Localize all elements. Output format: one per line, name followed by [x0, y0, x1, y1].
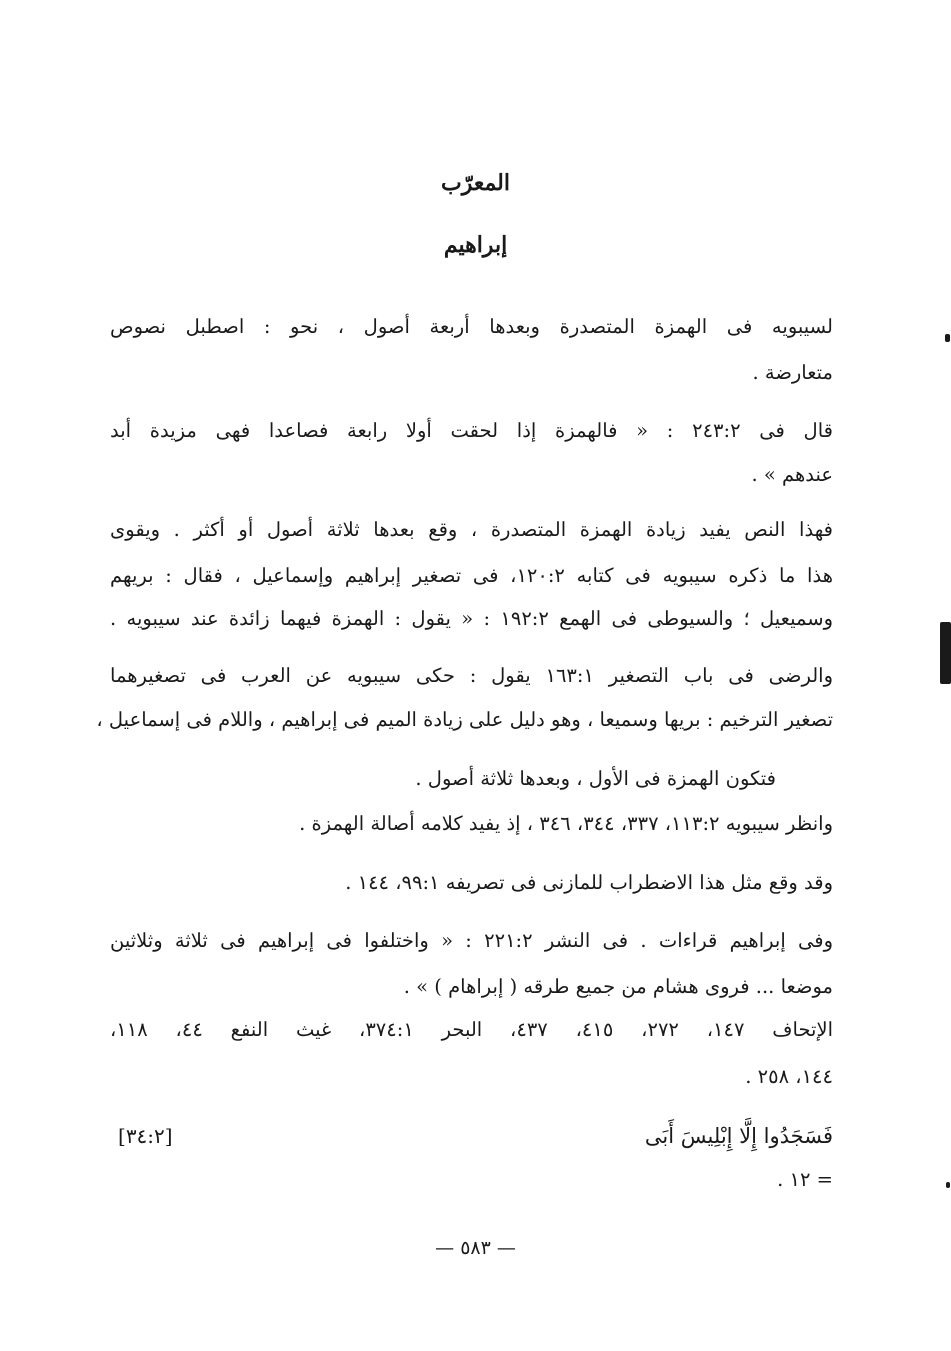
scan-edge-mark — [940, 622, 951, 684]
scan-dot-mark — [946, 1182, 950, 1188]
page-number: — ٥٨٣ — — [435, 1237, 516, 1259]
verse-reference: [٣٤:٢] — [118, 1124, 173, 1148]
paragraph-8-line-2: ١٤٤، ٢٥٨ . — [745, 1065, 833, 1088]
paragraph-5-line-1: وانظر سيبويه ١١٣:٢، ٣٣٧، ٣٤٤، ٣٤٦ ، إذ يفيد كلامه أصالة الهمزة . — [299, 812, 833, 835]
paragraph-4-line-3: فتكون الهمزة فى الأول ، وبعدها ثلاثة أصول . — [415, 767, 776, 790]
paragraph-1-line-1: لسيبويه فى الهمزة المتصدرة وبعدها أربعة أصول ، نحو : اصطبل نصوص — [110, 315, 833, 338]
paragraph-6-line-1: وقد وقع مثل هذا الاضطراب للمازنى فى تصريفه ٩٩:١، ١٤٤ . — [345, 871, 833, 894]
scan-dot-mark — [945, 334, 950, 342]
paragraph-3-line-3: وسميعيل ؛ والسيوطى فى الهمع ١٩٢:٢ : « يقول : الهمزة فيهما زائدة عند سيبويه . — [110, 607, 834, 630]
paragraph-3-line-2: هذا ما ذكره سيبويه فى كتابه ١٢٠:٢، فى تصغير إبراهيم وإسماعيل ، فقال : بريهم — [110, 564, 833, 587]
paragraph-7-line-1: وفى إبراهيم قراءات . فى النشر ٢٢١:٢ : « واختلفوا فى إبراهيم فى ثلاثة وثلاثين — [110, 929, 833, 952]
quran-verse: فَسَجَدُوا إِلَّا إِبْلِيسَ أَبَى — [644, 1124, 833, 1148]
paragraph-4-line-2: تصغير الترخيم : بريها وسميعا ، وهو دليل على زيادة الميم فى إبراهيم ، واللام فى إسماعيل ، — [96, 708, 833, 731]
paragraph-3-line-1: فهذا النص يفيد زيادة الهمزة المتصدرة ، وقع بعدها ثلاثة أصول أو أكثر . ويقوى — [110, 518, 833, 541]
paragraph-2-line-2: عندهم » . — [751, 463, 833, 486]
paragraph-7-line-2: موضعا ... فروى هشام من جميع طرقه ( إبراهام ) » . — [403, 975, 833, 998]
entry-title: إبراهيم — [443, 232, 508, 258]
paragraph-1-line-2: متعارضة . — [752, 361, 833, 384]
section-title: المعرّب — [441, 170, 510, 196]
verse-continuation: = ١٢ . — [777, 1168, 833, 1191]
paragraph-2-line-1: قال فى ٢٤٣:٢ : « فالهمزة إذا لحقت أولا رابعة فصاعدا فهى مزيدة أبد — [110, 419, 833, 442]
paragraph-4-line-1: والرضى فى باب التصغير ١٦٣:١ يقول : حكى سيبويه عن العرب فى تصغيرهما — [110, 664, 833, 687]
paragraph-8-line-1: الإتحاف ١٤٧، ٢٧٢، ٤١٥، ٤٣٧، البحر ٣٧٤:١، غيث النفع ٤٤، ١١٨، — [110, 1018, 834, 1041]
